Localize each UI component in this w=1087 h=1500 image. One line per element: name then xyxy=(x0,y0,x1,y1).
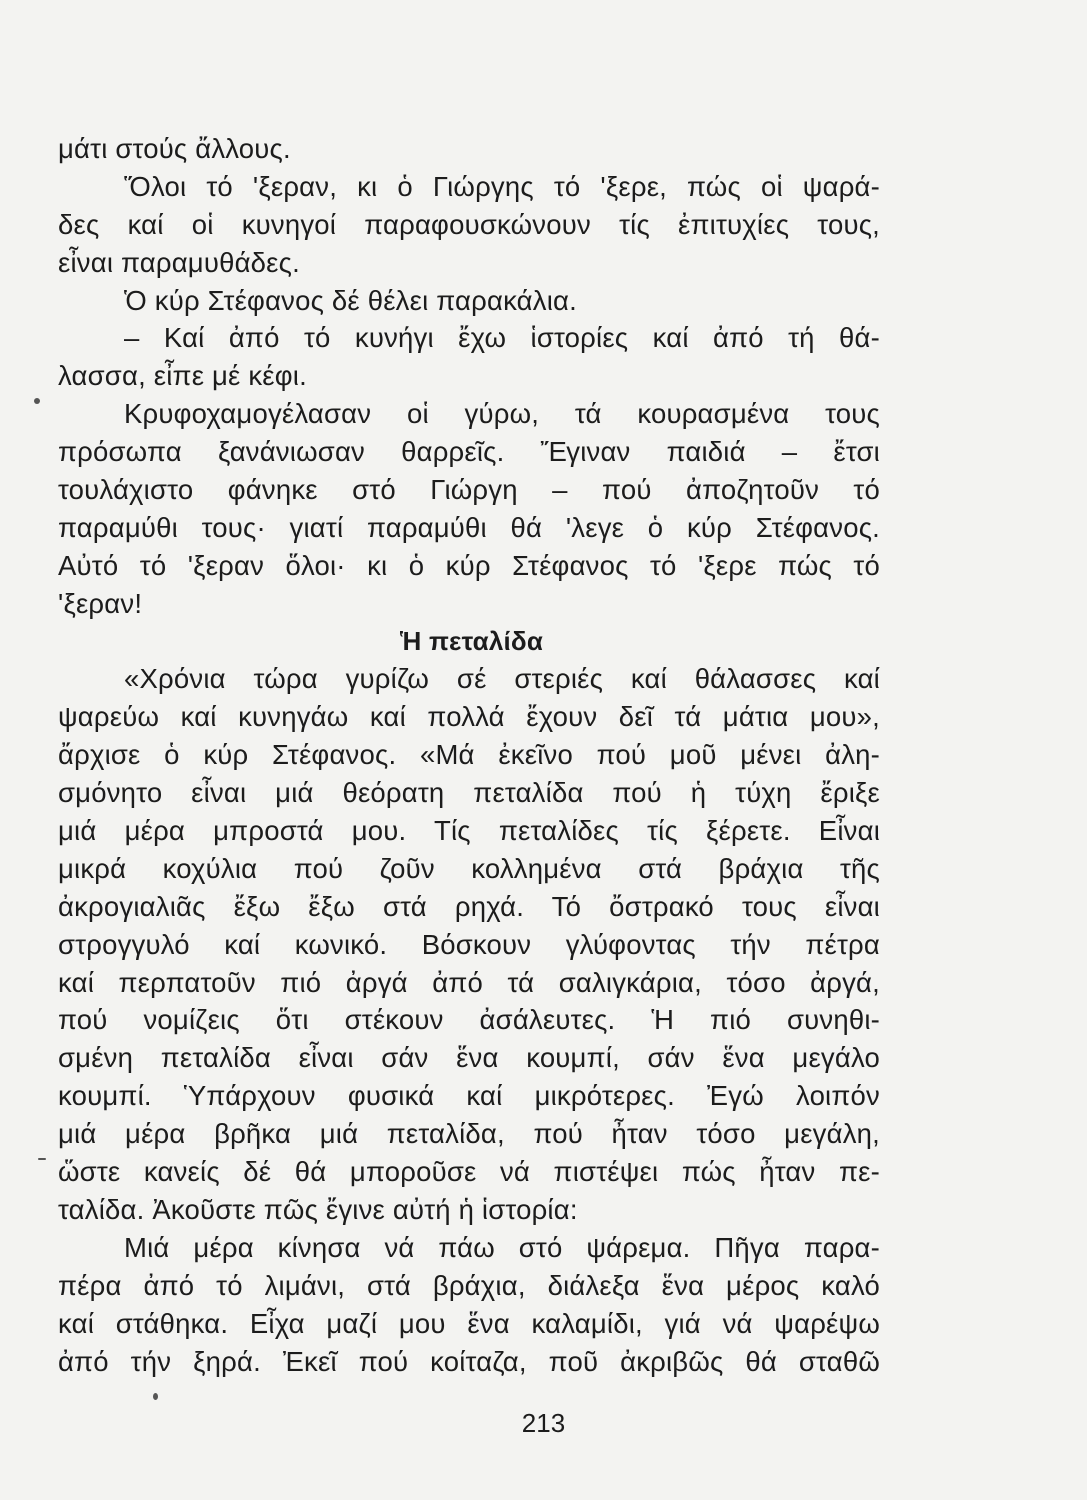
text-line: – Καί ἀπό τό κυνήγι ἔχω ἱστορίες καί ἀπό τή θά- xyxy=(124,322,880,354)
text-line: ἄρχισε ὁ κύρ Στέφανος. «Μά ἐκεῖνο πού μοῦ μένει ἀλη- xyxy=(58,739,880,771)
text-line: εἶναι παραμυθάδες. xyxy=(58,246,300,278)
text-line: μιά μέρα βρῆκα μιά πεταλίδα, πού ἦταν τόσο μεγάλη, xyxy=(58,1118,880,1150)
text-line: Ὅλοι τό 'ξεραν, κι ὁ Γιώργης τό 'ξερε, πώς οἱ ψαρά- xyxy=(124,170,880,202)
scan-speck xyxy=(34,398,40,404)
text-line: καί περπατοῦν πιό ἀργά ἀπό τά σαλιγκάρια, τόσο ἀργά, xyxy=(58,966,880,998)
text-line: τουλάχιστο φάνηκε στό Γιώργη – πού ἀποζητοῦν τό xyxy=(58,474,880,506)
text-line: Κρυφοχαμογέλασαν οἱ γύρω, τά κουρασμένα τους xyxy=(124,398,880,430)
text-line: μιά μέρα μπροστά μου. Τίς πεταλίδες τίς ξέρετε. Εἶναι xyxy=(58,815,880,847)
text-line: πέρα ἀπό τό λιμάνι, στά βράχια, διάλεξα ἕνα μέρος καλό xyxy=(58,1269,880,1301)
text-line: σμένη πεταλίδα εἶναι σάν ἕνα κουμπί, σάν ἕνα μεγάλο xyxy=(58,1042,880,1074)
text-line: κουμπί. Ὑπάρχουν φυσικά καί μικρότερες. Ἐγώ λοιπόν xyxy=(58,1080,880,1112)
text-line: καί στάθηκα. Εἶχα μαζί μου ἕνα καλαμίδι, γιά νά ψαρέψω xyxy=(58,1307,880,1339)
text-line: ἀκρογιαλιᾶς ἔξω ἔξω στά ρηχά. Τό ὄστρακό τους εἶναι xyxy=(58,890,880,922)
text-line: μάτι στούς ἄλλους. xyxy=(58,133,291,164)
text-line: μικρά κοχύλια πού ζοῦν κολλημένα στά βράχια τῆς xyxy=(58,852,880,884)
text-line: ταλίδα. Ἀκοῦστε πῶς ἔγινε αὐτή ἡ ἱστορία: xyxy=(58,1193,578,1225)
text-line: πρόσωπα ξανάνιωσαν θαρρεῖς. Ἔγιναν παιδιά – ἔτσι xyxy=(58,436,880,468)
text-line: 'ξεραν! xyxy=(58,587,143,619)
page-number: 213 xyxy=(521,1408,566,1438)
body-text xyxy=(58,130,880,1380)
text-line: Ὁ κύρ Στέφανος δέ θέλει παρακάλια. xyxy=(124,284,577,316)
text-line: πού νομίζεις ὅτι στέκουν ἀσάλευτες. Ἡ πιό συνηθι- xyxy=(58,1004,880,1036)
text-line: «Χρόνια τώρα γυρίζω σέ στεριές καί θάλασσες καί xyxy=(124,663,880,695)
text-line: στρογγυλό καί κωνικό. Βόσκουν γλύφοντας τήν πέτρα xyxy=(58,928,880,960)
text-line: σμόνητο εἶναι μιά θεόρατη πεταλίδα πού ἡ τύχη ἔριξε xyxy=(58,777,880,809)
text-line: παραμύθι τους· γιατί παραμύθι θά 'λεγε ὁ κύρ Στέφανος. xyxy=(58,511,880,543)
text-line: ψαρεύω καί κυνηγάω καί πολλά ἔχουν δεῖ τά μάτια μου», xyxy=(58,701,880,733)
text-line: ἀπό τήν ξηρά. Ἐκεῖ πού κοίταζα, ποῦ ἀκριβῶς θά σταθῶ xyxy=(58,1345,880,1377)
text-line: δες καί οἱ κυνηγοί παραφουσκώνουν τίς ἐπιτυχίες τους, xyxy=(58,208,880,240)
text-line: Μιά μέρα κίνησα νά πάω στό ψάρεμα. Πῆγα παρα- xyxy=(124,1231,880,1263)
text-line: Αὐτό τό 'ξεραν ὅλοι· κι ὁ κύρ Στέφανος τό 'ξερε πώς τό xyxy=(58,549,880,581)
section-heading: Ἡ πεταλίδα xyxy=(400,625,544,656)
scan-speck xyxy=(153,1393,158,1400)
text-line: ὥστε κανείς δέ θά μποροῦσε νά πιστέψει πώς ἦταν πε- xyxy=(58,1156,880,1188)
text-line: λασσα, εἶπε μέ κέφι. xyxy=(58,360,307,392)
scan-speck xyxy=(38,1158,46,1160)
